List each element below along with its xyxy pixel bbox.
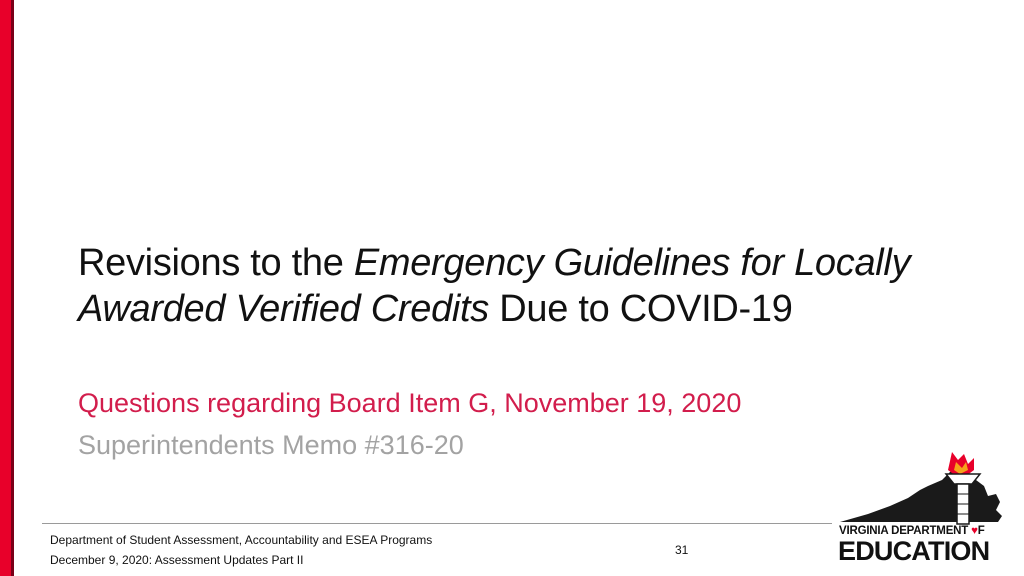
title-text-start: Revisions to the [78, 242, 354, 284]
left-accent-bar-shadow [11, 0, 14, 576]
left-accent-bar [0, 0, 11, 576]
logo-text-line1: VIRGINIA DEPARTMENT ♥F [839, 525, 985, 537]
heart-icon: ♥ [971, 525, 978, 537]
slide-subtitle: Questions regarding Board Item G, November 19, 2020 [78, 388, 742, 418]
title-text-end: Due to COVID-19 [489, 288, 793, 330]
footer-divider [42, 523, 832, 524]
slide-title [78, 240, 918, 332]
logo-text-line2: EDUCATION [838, 536, 990, 566]
title-text-italic: Emergency Guidelines for Locally Awarded Verified Credits [78, 242, 911, 330]
virginia-torch-icon [838, 450, 1004, 530]
vdoe-logo [838, 450, 1004, 566]
footer-date: December 9, 2020: Assessment Updates Part II [50, 553, 304, 567]
page-number: 31 [675, 543, 689, 557]
footer-department: Department of Student Assessment, Accountability and ESEA Programs [50, 533, 433, 547]
memo-reference: Superintendents Memo #316-20 [78, 430, 464, 460]
